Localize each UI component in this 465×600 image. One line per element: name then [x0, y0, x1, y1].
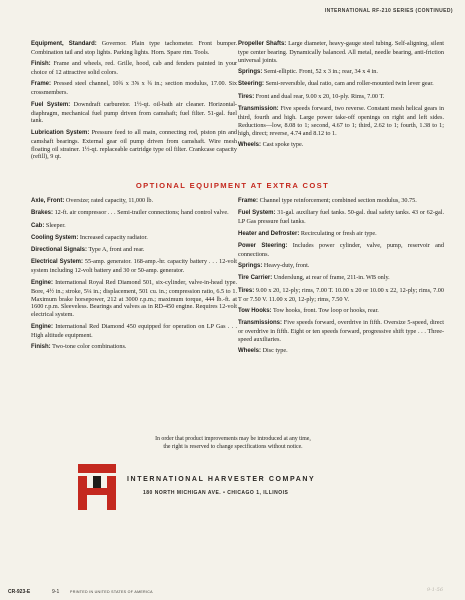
- spec-label: Springs:: [238, 69, 263, 76]
- standard-specs-left: [31, 40, 237, 165]
- spec-entry: [238, 141, 444, 150]
- ih-logo: [78, 464, 116, 510]
- spec-entry: [238, 105, 444, 138]
- printed-in-usa: PRINTED IN UNITED STATES OF AMERICA: [70, 590, 153, 594]
- spec-entry: [31, 246, 237, 255]
- spec-entry: [238, 242, 444, 259]
- notice-line-1: In order that product improvements may be introduced at any time,: [155, 436, 311, 442]
- series-header: INTERNATIONAL RF-210 SERIES (CONTINUED): [324, 8, 453, 14]
- spec-entry: [238, 307, 444, 316]
- spec-text: Oversize; rated capacity, 11,000 lb.: [65, 197, 154, 204]
- spec-entry: [238, 262, 444, 271]
- spec-text: Two-tone color combinations.: [52, 342, 127, 350]
- spec-text: Underslung, at rear of frame, 211-in. WB only.: [273, 274, 390, 282]
- spec-entry: [31, 197, 237, 206]
- spec-label: Transmission:: [238, 106, 279, 112]
- spec-entry: [238, 347, 444, 356]
- spec-entry: [31, 129, 237, 162]
- spec-entry: [238, 80, 444, 89]
- spec-text: Semi-elliptic. Front, 52 x 3 in.; rear, 34 x 4 in.: [263, 68, 378, 76]
- spec-entry: [31, 279, 237, 320]
- spec-label: Engine:: [31, 279, 53, 286]
- spec-entry: [238, 209, 444, 226]
- spec-text: Recirculating or fresh air type.: [300, 229, 377, 237]
- spec-label: Axle, Front:: [31, 198, 65, 204]
- spec-label: Tires:: [238, 93, 255, 100]
- spec-label: Frame:: [31, 81, 52, 88]
- spec-label: Electrical System:: [31, 259, 84, 266]
- spec-entry: [238, 93, 444, 102]
- spec-entry: [31, 101, 237, 126]
- spec-entry: [31, 40, 237, 57]
- spec-text: 31-gal. auxiliary fuel tanks. 50-gal. dual safety tanks. 43 or 62-gal. LP Gas pressure fuel tanks.: [238, 209, 444, 226]
- spec-entry: [238, 197, 444, 206]
- spec-text: Pressure feed to all main, connecting rod, piston pin and camshaft bearings. External gear oil pump driven from camshaft. Wire mesh floating oil strainer. 1½-qt. replaceable cartridge type oil filter. Crankcase capacity (refill), 9 qt.: [31, 128, 238, 161]
- edition-number: 9-1: [52, 589, 60, 595]
- spec-label: Transmissions:: [238, 320, 283, 327]
- spec-text: Large diameter, heavy-gauge steel tubing. Self-aligning, silent type center bearing. Dynamically balanced. All metal, needle bearing, anti-friction universal joints.: [238, 40, 445, 64]
- spec-label: Steering:: [238, 81, 265, 88]
- spec-entry: [31, 323, 237, 340]
- spec-entry: [238, 40, 444, 65]
- spec-label: Fuel System:: [31, 101, 71, 108]
- company-name: INTERNATIONAL HARVESTER COMPANY: [127, 476, 316, 483]
- notice-text: [118, 435, 348, 451]
- spec-label: Lubrication System:: [31, 129, 90, 136]
- spec-label: Cooling System:: [31, 234, 79, 241]
- spec-text: Front and dual rear, 9.00 x 20, 10-ply. Rims, 7.00 T.: [255, 92, 385, 100]
- spec-label: Wheels:: [238, 142, 262, 149]
- spec-text: International Red Diamond 450 equipped for operation on LP Gas . . . High altitude equipment.: [31, 322, 238, 339]
- spec-label: Tow Hooks:: [238, 307, 272, 314]
- spec-entry: [238, 230, 444, 239]
- standard-specs-right: [238, 40, 444, 153]
- spec-text: Pressed steel channel, 10¾ x 3⅝ x ¾ in.; section modulus, 17.00. Six crossmembers.: [31, 80, 238, 97]
- spec-label: Fuel System:: [238, 210, 276, 217]
- spec-entry: [31, 222, 237, 231]
- spec-label: Tire Carrier:: [238, 275, 273, 282]
- spec-text: Cast spoke type.: [262, 141, 304, 149]
- spec-entry: [238, 68, 444, 77]
- form-number: CR-923-E: [8, 589, 31, 595]
- spec-text: Semi-reversible, dual ratio, cam and roller-mounted twin lever gear.: [265, 80, 434, 88]
- spec-label: Finish:: [31, 61, 51, 68]
- spec-entry: [31, 343, 237, 352]
- spec-text: Type A, front and rear.: [88, 246, 145, 254]
- spec-label: Springs:: [238, 263, 263, 269]
- spec-label: Propeller Shafts:: [238, 41, 287, 47]
- spec-label: Equipment, Standard:: [31, 41, 97, 47]
- spec-label: Wheels:: [238, 348, 262, 355]
- ih-logo-mark: [78, 464, 116, 510]
- spec-text: International Royal Red Diamond 501, six-cylinder, valve-in-head type. Bore, 4½ in.; stroke, 5¼ in.; displacement, 501 cu. in.; compression ratio, 6.5 to 1. Maximum brake horsepower, 212 at 3000 r.p.m.; maximum torque, 444 lb.-ft. at 1600 r.p.m. Sleeveless. Bearings and valves as in RD-450 engine. Requires 12-volt electrical system.: [31, 278, 238, 319]
- spec-entry: [31, 258, 237, 275]
- spec-text: Five speeds forward, two reverse. Constant mesh helical gears in third, fourth and high. Large power take-off openings on right and left sides. Reductions—low, 8.08 to 1; second, 4.67 to 1; third, 2.62 to 1; fourth, 1.38 to 1; high, direct; reverse, 4.74 and 8.12 to 1.: [238, 105, 444, 137]
- spec-text: Governor. Plain type tachometer. Front bumper. Combination tail and stop lights. Parking lights. Horn. Spare rim. Tools.: [31, 40, 237, 56]
- optional-specs-left: [31, 197, 237, 355]
- spec-entry: [31, 209, 237, 218]
- spec-label: Tires:: [238, 287, 255, 294]
- spec-text: Disc type.: [262, 347, 288, 355]
- spec-text: Five speeds forward, overdrive in fifth. Oversize 5-speed, direct or overdrive in fifth. Eight or ten speeds forward, progressive shift type . . . Three-speed auxiliaries.: [238, 319, 445, 343]
- spec-text: Sleeper.: [45, 221, 66, 229]
- spec-entry: [31, 60, 237, 77]
- spec-label: Finish:: [31, 343, 51, 350]
- spec-entry: [31, 234, 237, 243]
- spec-entry: [31, 80, 237, 97]
- spec-entry: [238, 287, 444, 304]
- company-address: 180 NORTH MICHIGAN AVE. • CHICAGO 1, ILLINOIS: [143, 490, 289, 496]
- pencil-note: 9-1-56: [426, 587, 443, 593]
- spec-text: 12-ft. air compressor . . . Semi-trailer connections; hand control valve.: [54, 209, 229, 217]
- spec-text: Frame and wheels, red. Grille, hood, cab and fenders painted in your choice of 12 attractive solid colors.: [31, 60, 238, 77]
- spec-text: 55-amp. generator. 168-amp.-hr. capacity battery . . . 12-volt system including 12-volt battery and 30 or 50-amp. generator.: [31, 258, 238, 275]
- optional-equipment-heading: OPTIONAL EQUIPMENT AT EXTRA COST: [135, 181, 330, 190]
- spec-label: Directional Signals:: [31, 247, 88, 254]
- optional-specs-right: [238, 197, 444, 360]
- spec-text: Tow hooks, front. Tow loop or hooks, rear.: [273, 306, 379, 314]
- spec-label: Frame:: [238, 198, 259, 204]
- spec-label: Brakes:: [31, 210, 54, 217]
- spec-label: Cab:: [31, 222, 45, 229]
- spec-text: 9.00 x 20, 12-ply; rims, 7.00 T. 10.00 x 20 or 10.00 x 22, 12-ply; rims, 7.00 T or 7.50 V. 11.00 x 20, 12-ply; rims, 7.50 V.: [238, 286, 444, 303]
- spec-text: Includes power cylinder, valve, pump, reservoir and connections.: [238, 241, 444, 258]
- spec-text: Downdraft carburetor. 1½-qt. oil-bath air cleaner. Horizontal-diaphragm, mechanical fuel pump driven from camshaft; fuel filter. 51-gal. fuel tank.: [31, 100, 237, 125]
- notice-line-2: the right is reserved to change specifications without notice.: [163, 444, 303, 450]
- spec-entry: [238, 274, 444, 283]
- spec-text: Channel type reinforcement; combined section modulus, 30.75.: [259, 197, 417, 204]
- spec-entry: [238, 319, 444, 344]
- spec-label: Heater and Defroster:: [238, 230, 300, 237]
- spec-text: Heavy-duty, front.: [263, 262, 310, 269]
- spec-label: Engine:: [31, 323, 53, 330]
- spec-text: Increased capacity radiator.: [79, 233, 148, 241]
- spec-label: Power Steering:: [238, 242, 288, 249]
